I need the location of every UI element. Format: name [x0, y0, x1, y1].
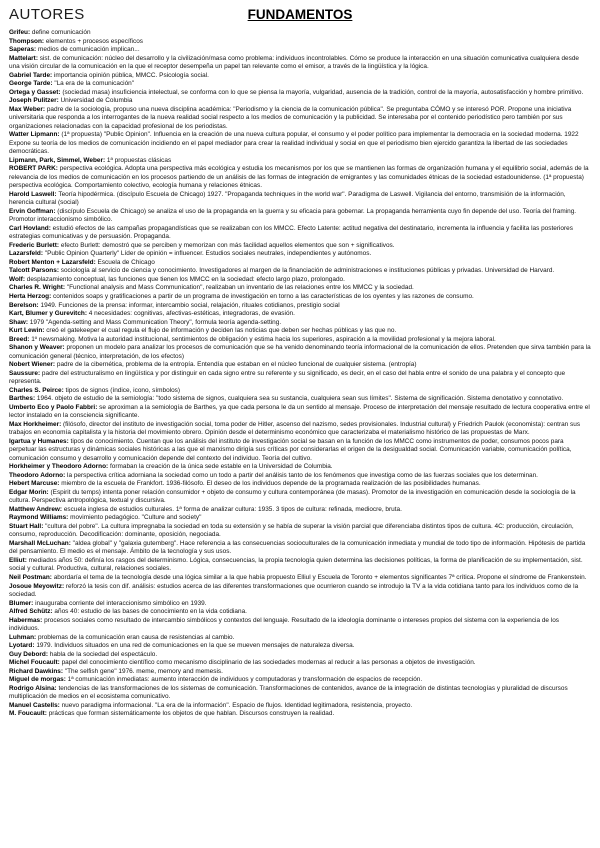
- entry-text: 1979 "Agenda-setting and Mass Communication Theory", formula teoría agenda-setting.: [29, 318, 282, 326]
- entry: [9, 642, 591, 651]
- entry: [9, 319, 591, 328]
- entry: [9, 710, 591, 719]
- entry-author: Edgar Morin:: [9, 488, 51, 496]
- entry-author: Miguel de morgas:: [9, 676, 68, 684]
- entry-text: efecto Burlett: demostró que se perciben y memorizan con más facilidad aquellos elementos que son + significativos.: [60, 241, 395, 249]
- entry: [9, 540, 591, 557]
- entry-text: tipos de signos (índice, icono, símbolos): [65, 386, 181, 394]
- entry-text: "Public Opinion Quarterly" Líder de opinión = influencer. Estudios sociales neutrales, independientes y autónomos.: [44, 250, 372, 258]
- entry-author: Ortega y Gasset:: [9, 88, 63, 96]
- entry-text: creó el gatekeeper el cual regula el flujo de información y deciden las noticias que deben ser hechas públicas y las que no.: [46, 327, 397, 335]
- entry-author: Lipmann, Park, Simmel, Weber:: [9, 156, 107, 164]
- entry-text: perspectiva ecológica. Adopta una perspectiva más ecológica y estudia los mecanismos por los que se mantienen las formas de organización humana y el equilibrio social, además de la relevancia de los medios de comunicación en los procesos partiendo de un análisis de las formas de integración de emigrantes y las comunidades étnicas de la sociedad estadounidense. (1ª propuesta) perspectiva ecológica. Comportamiento colectivo, ecología humana y relaciones étnicas.: [9, 165, 589, 190]
- entry-text: formaban la creación de la única sede estable en la Universidad de Columbia.: [109, 463, 333, 471]
- entry-text: (discípulo Escuela de Chicago) se analiza el uso de la propaganda en la guerra y su eficacia para gobernar. La propaganda herramienta cuyo fin depende del uso. Teoría del framing. Promotor interaccionismo simbólico.: [9, 207, 577, 224]
- entry-author: Harold Laswell:: [9, 190, 59, 198]
- entry-text: años 40: estudio de las bases de conocimiento en la vida cotidiana.: [54, 608, 247, 616]
- entry-text: "The selfish gene" 1976. meme, memory and memesis.: [64, 667, 223, 675]
- entry-text: define comunicación: [31, 29, 91, 36]
- entry: [9, 387, 591, 396]
- entry-author: Elliut:: [9, 556, 29, 564]
- entry-author: Lazarsfeld:: [9, 250, 45, 258]
- entry: [9, 72, 591, 81]
- entry-author: Theodoro Adorno:: [9, 471, 68, 479]
- entry-author: Herta Herzog:: [9, 292, 53, 300]
- entry-author: Saperas:: [9, 46, 38, 54]
- entry: [9, 89, 591, 98]
- entry-text: desplazamiento conceptual, las funciones que tienen los MMCC en la sociedad: efecto largo plazo, prolongado.: [26, 275, 345, 283]
- entry-author: Alfred Schütz:: [9, 608, 55, 616]
- entry: [9, 276, 591, 285]
- entry-text: 1949. Funciones de la prensa: informar, intercambio social, relajación, rituales cotidianos, prestigio social: [40, 301, 340, 309]
- entry-author: Watter Lipmann:: [9, 131, 62, 139]
- entry-text: "La era de la comunicación": [54, 80, 135, 88]
- entry-text: "cultura del pobre". La cultura impregnaba la sociedad en toda su extensión y se había de superar la visión parcial que diferenciaba distintos tipos de cultura. 4C: producción, circulación, consumo, reproducción. Decodificación: dominante, oposición, negociada.: [9, 522, 574, 539]
- entries-list: [9, 29, 591, 719]
- entry-text: inauguraba corriente del interaccionismo simbólico en 1939.: [35, 599, 207, 607]
- entry-text: padre de la sociología, propuso una nueva disciplina académica: "Periodismo y la ciencia de la comunicación pública". Se preguntaba CÓMO y se interesó POR. Propone una iniciativa universitaria que responda a los interrogantes de la nueva realidad social respecto a los medios de comunicación y la publicidad. Se interesaba por el contenido periodístico pero también por sus organizaciones relacionadas con la capacidad profesional de los periodistas.: [9, 105, 572, 130]
- entry: [9, 106, 591, 132]
- entry-text: padre de la cibernética, problema de la entropía. Entendía que estaban en el núcleo funcional de cualquier sistema. (entropía): [56, 361, 417, 369]
- left-title: AUTORES: [9, 6, 85, 23]
- entry-author: Barthes:: [9, 395, 37, 403]
- entry: [9, 634, 591, 643]
- entry-author: Raymond Williams:: [9, 514, 71, 522]
- entry: [9, 336, 591, 345]
- entry: [9, 557, 591, 574]
- entry: [9, 131, 591, 157]
- entry-text: (filósofo, director del instituto de investigación social, toma poder de Hitler, ascenso del nazismo, sedes provisionales. Industrial cultural) y Friedrich Paulok (economista): centran sus trabajos en economía capitalista y la historia del movimiento obrero. Opinión desde el determinismo económico que caracterizaba el materialismo histórico de las propuestas de Marx.: [9, 420, 581, 437]
- entry-author: Frederic Burlett:: [9, 241, 61, 249]
- entry: [9, 29, 591, 38]
- entry-author: Habermas:: [9, 616, 45, 624]
- entry: [9, 242, 591, 251]
- entry: [9, 574, 591, 583]
- entry-author: Breed:: [9, 335, 32, 343]
- entry-text: movimiento pedagógico. "Culture and society": [70, 514, 202, 522]
- entry-text: escuela inglesa de estudios culturales. 1ª forma de analizar cultura: 1935. 3 tipos de cultura: refinada, mediocre, bruta.: [63, 505, 402, 513]
- entry-text: "Functional analysis and Mass Communication", realizaban un inventario de las relaciones entre los MMCC y la sociedad.: [66, 284, 414, 292]
- entry-text: importancia opinión pública, MMCC. Psicología social.: [53, 71, 209, 79]
- entry-author: Mattelart:: [9, 54, 40, 62]
- entry-text: se aproximan a la semiología de Barthes, ya que cada persona le da un sentido al mensaje. Proceso de interpretación del mensaje resultado de lectura cooperativa entre el lector instalado en la consciencia significante.: [9, 403, 590, 420]
- entry: [9, 472, 591, 481]
- entry-author: Neil Postman:: [9, 574, 54, 581]
- entry-text: Teoría hipodérmica. (discípulo Escuela de Chicago) 1927. "Propaganda techniques in the world war". Paradigma de Laswell. Vigilancia del entorno, transmisión de la información, herencia cultural (social): [9, 190, 566, 207]
- center-title: FUNDAMENTOS: [247, 7, 353, 22]
- entry-author: Max Horkheimer:: [9, 420, 64, 428]
- entry: [9, 438, 591, 464]
- entry-text: 1979. Individuos situados en una red de comunicaciones en la que se mueven mensajes de naturaleza diversa.: [36, 642, 355, 650]
- entry: [9, 370, 591, 387]
- entry: [9, 583, 591, 600]
- entry-text: estudió efectos de las campañas propagandísticas que se realizaban con los MMCC. Efecto Latente: actitud negativa del destinatario, incrementa la influencia y facilita las posteriores estrategias comunicativas y de persuasión. Propaganda.: [9, 224, 573, 241]
- entry: [9, 46, 591, 55]
- entry: [9, 259, 591, 268]
- entry-author: George Tarde:: [9, 80, 55, 88]
- entry-author: M. Foucault:: [9, 710, 49, 718]
- entry: [9, 600, 591, 609]
- entry: [9, 651, 591, 660]
- entry: [9, 327, 591, 336]
- entry-author: Shaw:: [9, 318, 30, 326]
- entry-author: Charles S. Peirce:: [9, 386, 66, 394]
- entry-author: Luhman:: [9, 633, 38, 641]
- entry: [9, 676, 591, 685]
- entry: [9, 293, 591, 302]
- entry-author: Shanon y Weaver:: [9, 344, 67, 352]
- entry-text: habla de la sociedad del espectáculo.: [49, 650, 158, 658]
- entry-text: padre del estructuralismo en lingüística y por distinguir en cada signo entre su referente y su significado, es decir, en el caso del habla entre el sonido de una palabra y el concepto que representa.: [9, 369, 566, 386]
- entry-text: (sociedad masa) insuficiencia intelectual, se conforma con lo que se piensa la mayoría, vulgaridad, ausencia de la tradición, control de la mayoría, autosatisfacción y hombre primitivo.: [62, 88, 584, 96]
- entry: [9, 225, 591, 242]
- entry-author: Lyotard:: [9, 642, 37, 650]
- entry-text: 4 necesidades: cognitivas, afectivas-estéticas, integradoras, de evasión.: [88, 310, 295, 318]
- entry-text: la perspectiva crítica adorniana la sociedad como un todo a partir del análisis tanto de los fenómenos que investiga como de las fuerzas sociales que los determinan.: [67, 471, 538, 479]
- entry-text: proponen un modelo para analizar los procesos de comunicación que se ha venido denominando teoría informacional de la comunicación de ellos. Pretenden que sirva también para la comunicación general (técnico, interpretación, de los efectos): [9, 344, 591, 360]
- entry-text: papel del conocimiento científico como mecanismo disciplinario de las sociedades modernas al reducir a las personas a objetos de investigación.: [61, 659, 476, 667]
- entry-author: Horkheimer y Theodoro Adorno:: [9, 463, 110, 471]
- entry-text: problemas de la comunicación eran causa de resistencias al cambio.: [37, 633, 235, 641]
- entry-text: elementos + procesos específicos: [45, 37, 143, 45]
- entry-author: Blumer:: [9, 599, 36, 607]
- entry: [9, 514, 591, 523]
- entry-text: 1964. objeto de estudio de la semiología: "todo sistema de signos, cualquiera sea su sustancia, cualquiera sean sus límites". Sistema de significación. Sistema denotativo y connotativo.: [36, 395, 564, 403]
- entry: [9, 421, 591, 438]
- entry-author: Michel Foucault:: [9, 659, 62, 667]
- entry-text: sociología al servicio de ciencia y conocimiento. Investigadores al margen de la financiación de administraciones e instituciones públicas y privadas. Universidad de Harvard.: [60, 267, 555, 275]
- entry: [9, 659, 591, 668]
- entry-text: nuevo paradigma informacional. "La era de la información". Espacio de flujos. Identidad legitimadora, resistencia, proyecto.: [61, 701, 413, 709]
- entry-text: procesos sociales como resultado de intercambio simbólicos y contextos del lenguaje. Resultado de la ideología dominante o intereses propios del sistema con la experiencia de los individuos.: [9, 616, 560, 633]
- entry: [9, 489, 591, 506]
- entry-author: Thompson:: [9, 37, 46, 45]
- entry-author: Ervin Goffman:: [9, 207, 58, 215]
- entry-author: Kart, Blumer y Gurevitch:: [9, 310, 89, 318]
- entry: [9, 38, 591, 47]
- entry-text: contenidos soaps y gratificaciones a partir de un programa de investigación en torno a las características de los oyentes y las razones de consumo.: [53, 292, 474, 300]
- entry: [9, 157, 591, 166]
- entry-author: Gabriel Tarde:: [9, 71, 54, 79]
- entry: [9, 617, 591, 634]
- entry-text: 1ª propuestas clásicas: [106, 156, 172, 164]
- entry-text: tendencias de las transformaciones de los sistemas de comunicación. Transformaciones de contenidos, avance de la integración de distintas tecnologías y pluralidad de discursos multiplicación de medios en el ecosistema comunicativo.: [9, 684, 568, 701]
- entry: [9, 310, 591, 319]
- entry-author: Nobert Wiener:: [9, 361, 57, 369]
- entry: [9, 344, 591, 361]
- entry-author: Guy Debord:: [9, 650, 50, 658]
- entry: [9, 267, 591, 276]
- entry-text: 1ª comunicación inmediatas: aumento interacción de individuos y computadoras y transformación de espacios de recepción.: [67, 676, 423, 684]
- entry-author: Carl Hovland:: [9, 224, 53, 232]
- entry: [9, 250, 591, 259]
- entry-text: prácticas que forman sistemáticamente los objetos de que hablan. Discursos construyen la realidad.: [48, 710, 335, 718]
- entry: [9, 685, 591, 702]
- entry: [9, 165, 591, 191]
- entry-author: Grifeu:: [9, 29, 32, 36]
- entry: [9, 361, 591, 370]
- entry-author: Robert Menton + Lazarsfeld:: [9, 258, 98, 266]
- entry-author: Berelson:: [9, 301, 41, 309]
- entry-author: Manuel Castells:: [9, 701, 62, 709]
- entry-text: Escuela de Chicago: [97, 258, 155, 266]
- entry-author: Max Weber:: [9, 105, 47, 113]
- entry-author: Saussure:: [9, 369, 42, 377]
- entry-author: Stuart Hall:: [9, 522, 46, 530]
- entry-text: (1ª propuesta) "Public Opinion". Influencia en la creación de una nueva cultura popular, el consumo y el poder político para implementar la democracia en la sociedad moderna. 1922 Expone su teoría de los medios de comunicación incidiendo en el papel mediador para crear la realidad individual y social en que el periodismo bien ejercido garantiza la libertad de las sociedades democráticas.: [9, 131, 579, 156]
- entry-text: sist. de comunicación: núcleo del desarrollo y la civilización/masa como problema: individuos incontrolables. Cómo se produce la interacción en una situación comunicativa cualquiera desde una visión circular de la comunicación en la que el receptor desempeña un papel tan relevante como el emisor, a través de la lingüística y la lógica.: [9, 54, 580, 71]
- entry: [9, 395, 591, 404]
- entry-author: Joseph Pulitzer:: [9, 97, 61, 105]
- entry: [9, 208, 591, 225]
- entry: [9, 668, 591, 677]
- entry-text: miembro de la escuela de Frankfort. 1936-filósofo. El deseo de los individuos depende de la programada realización de las posibilidades humanas.: [61, 480, 481, 488]
- entry: [9, 191, 591, 208]
- entry-author: Charles R. Wright:: [9, 284, 67, 292]
- entry: [9, 80, 591, 89]
- entry-author: Talcott Parsons:: [9, 267, 61, 275]
- entry: [9, 480, 591, 489]
- entry: [9, 523, 591, 540]
- entry: [9, 463, 591, 472]
- entry-text: abordaría el tema de la tecnología desde una lógica similar a la que había propuesto Elliul y Escuela de Toronto + elementos significantes 7ª crítica. Propone el síndrome de Frankenstein.: [53, 574, 587, 581]
- entry-author: Igartua y Humanes:: [9, 437, 71, 445]
- entry-author: Kurt Lewin:: [9, 327, 47, 335]
- entry-author: Josoue Meyowitz:: [9, 582, 66, 590]
- entry-author: ROBERT PARK:: [9, 165, 60, 173]
- entry: [9, 55, 591, 72]
- document-header: [9, 6, 591, 26]
- entry-text: tipos de conocimiento. Cuentan que los análisis del instituto de investigación social se basan en la función de los MMCC como instrumentos de poder, consumos pocos para perpetuar las estructuras y dinámicas sociales históricas a las que el marxismo dirigía sus críticas por considerarlas el origen de la desigualdad social. Comunicación variable, comunicación política, comunicación consumo y desarrollo y comunicación depende del contexto del individuo. Teoría del cultivo.: [9, 437, 572, 462]
- entry-text: "aldea global" y "galaxia gutemberg". Hace referencia a las consecuencias socioculturales de la comunicación inmediata y mundial de todo tipo de información. Hipótesis de partida del pensamiento. El medio es el mensaje. Ámbito de la tecnología y sus usos.: [9, 539, 586, 556]
- entry-text: 1º newsmaking. Motiva la autoridad institucional, sentimientos de obligación y estima hacia los superiores, aspiración a la movilidad profesional y la mejora laboral.: [31, 335, 496, 343]
- entry: [9, 97, 591, 106]
- entry-author: Wolf:: [9, 275, 27, 283]
- entry-author: Matthew Andrew:: [9, 505, 64, 513]
- entry-text: Universidad de Columbia: [60, 97, 133, 105]
- entry: [9, 608, 591, 617]
- entry-text: medios de comunicación implican...: [38, 46, 140, 54]
- entry: [9, 404, 591, 421]
- entry: [9, 302, 591, 311]
- entry-author: Marshall McLuchan:: [9, 539, 73, 547]
- entry-text: (Espirit du temps) intenta poner relación consumidor + objeto de consumo y cultura contemporánea (de masas). Promotor de la investigación en comunicación desde la sociología de la cultura. Perspectiva antropológica, textual y discursiva.: [9, 488, 576, 505]
- entry-author: Hebert Marcuse:: [9, 480, 62, 488]
- entry-text: reforzó la tesis con dif. análisis: estudios acerca de las diferentes transformaciones que ocurrieron cuando se introdujo la TV a la vida cotidiana tanto para los individuos como de la sociedad.: [9, 582, 579, 599]
- entry-text: mediados años 50: definía los rasgos del determinismo. Lógica, consecuencias, la propia tecnología quien determina las decisiones políticas, la forma de planificación de su implementación, sist. social y cultural. Productiva, cultural, relaciones sociales.: [9, 556, 583, 573]
- entry-author: Umberto Eco y Paolo Fabbri:: [9, 403, 100, 411]
- entry-author: Richard Dawkins:: [9, 667, 65, 675]
- entry: [9, 506, 591, 515]
- entry: [9, 284, 591, 293]
- entry-author: Rodrigo Alsina:: [9, 684, 59, 692]
- entry: [9, 702, 591, 711]
